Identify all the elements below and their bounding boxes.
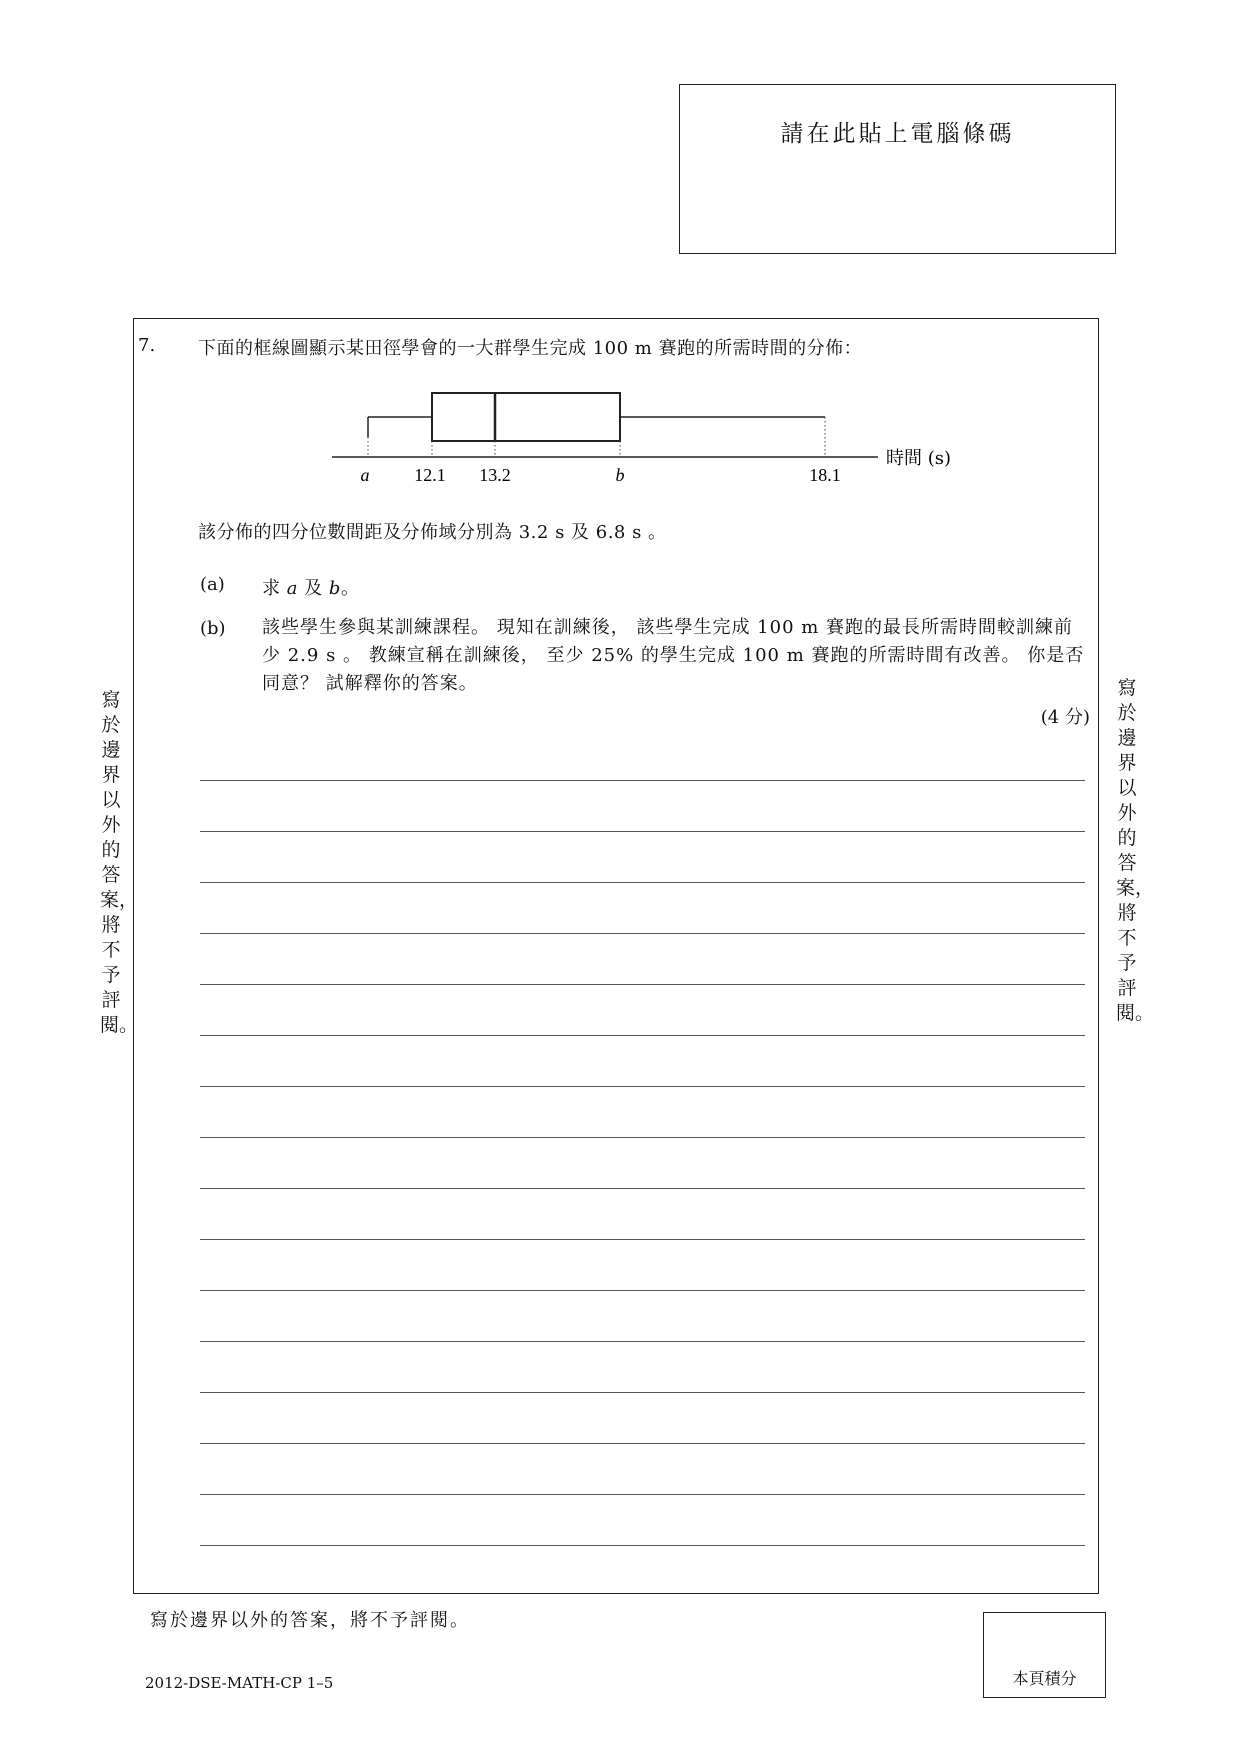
question-number: 7. [138, 335, 156, 356]
given-statement: 該分佈的四分位數間距及分佈域分別為 3.2 s 及 6.8 s 。 [198, 522, 667, 543]
part-a-and: 及 [297, 578, 329, 599]
answer-line[interactable] [200, 831, 1085, 832]
answer-line[interactable] [200, 1341, 1085, 1342]
answer-line[interactable] [200, 933, 1085, 934]
page-score-box [983, 1612, 1106, 1698]
part-a-text [262, 574, 359, 600]
right-margin-note: 寫於邊界以外的答案，將不予評閱。 [1116, 677, 1155, 1024]
question-intro: 下面的框線圖顯示某田徑學會的一大群學生完成 100 m 賽跑的所需時間的分佈： [198, 338, 863, 359]
answer-line[interactable] [200, 1137, 1085, 1138]
var-b: b [328, 578, 341, 599]
tick-label-a: a [360, 465, 370, 485]
answer-line[interactable] [200, 1239, 1085, 1240]
bottom-note: 寫於邊界以外的答案，將不予評閱。 [150, 1610, 470, 1631]
iqr-box [432, 393, 620, 441]
answer-line[interactable] [200, 984, 1085, 985]
barcode-instruction: 請在此貼上電腦條碼 [780, 121, 1015, 147]
marks-allocation: (4 分) [1040, 707, 1090, 728]
axis-label: 時間 (s) [886, 448, 952, 469]
answer-line[interactable] [200, 882, 1085, 883]
answer-line[interactable] [200, 1188, 1085, 1189]
tick-label-max: 18.1 [809, 465, 841, 485]
answer-line[interactable] [200, 1494, 1085, 1495]
part-b-text: 該些學生參與某訓練課程。 現知在訓練後， 該些學生完成 100 m 賽跑的最長所需時間較訓練前少 2.9 s 。 教練宣稱在訓練後， 至少 25% 的學生完成 100 m 賽跑的所需時間有改善。 你是否同意？ 試解釋你的答案。 [262, 617, 1085, 694]
answer-line[interactable] [200, 1392, 1085, 1393]
part-a-end: 。 [340, 578, 360, 599]
answer-line[interactable] [200, 780, 1085, 781]
var-a: a [286, 578, 298, 599]
tick-label-median: 13.2 [479, 465, 511, 485]
answer-line[interactable] [200, 1086, 1085, 1087]
barcode-sticker-box [679, 84, 1116, 254]
answer-line[interactable] [200, 1290, 1085, 1291]
part-a-label: (a) [200, 574, 225, 595]
paper-code: 2012-DSE-MATH-CP 1–5 [145, 1674, 334, 1692]
answer-line[interactable] [200, 1443, 1085, 1444]
part-a-prefix: 求 [262, 578, 287, 599]
left-margin-note: 寫於邊界以外的答案，將不予評閱。 [100, 689, 139, 1036]
box-plot [320, 380, 980, 490]
answer-line[interactable] [200, 1545, 1085, 1546]
answer-line[interactable] [200, 1035, 1085, 1036]
answer-frame [133, 318, 1099, 1594]
page-score-label: 本頁積分 [1012, 1669, 1077, 1688]
part-b-label: (b) [200, 618, 226, 639]
tick-label-b: b [615, 465, 625, 485]
tick-label-q1: 12.1 [414, 465, 446, 485]
